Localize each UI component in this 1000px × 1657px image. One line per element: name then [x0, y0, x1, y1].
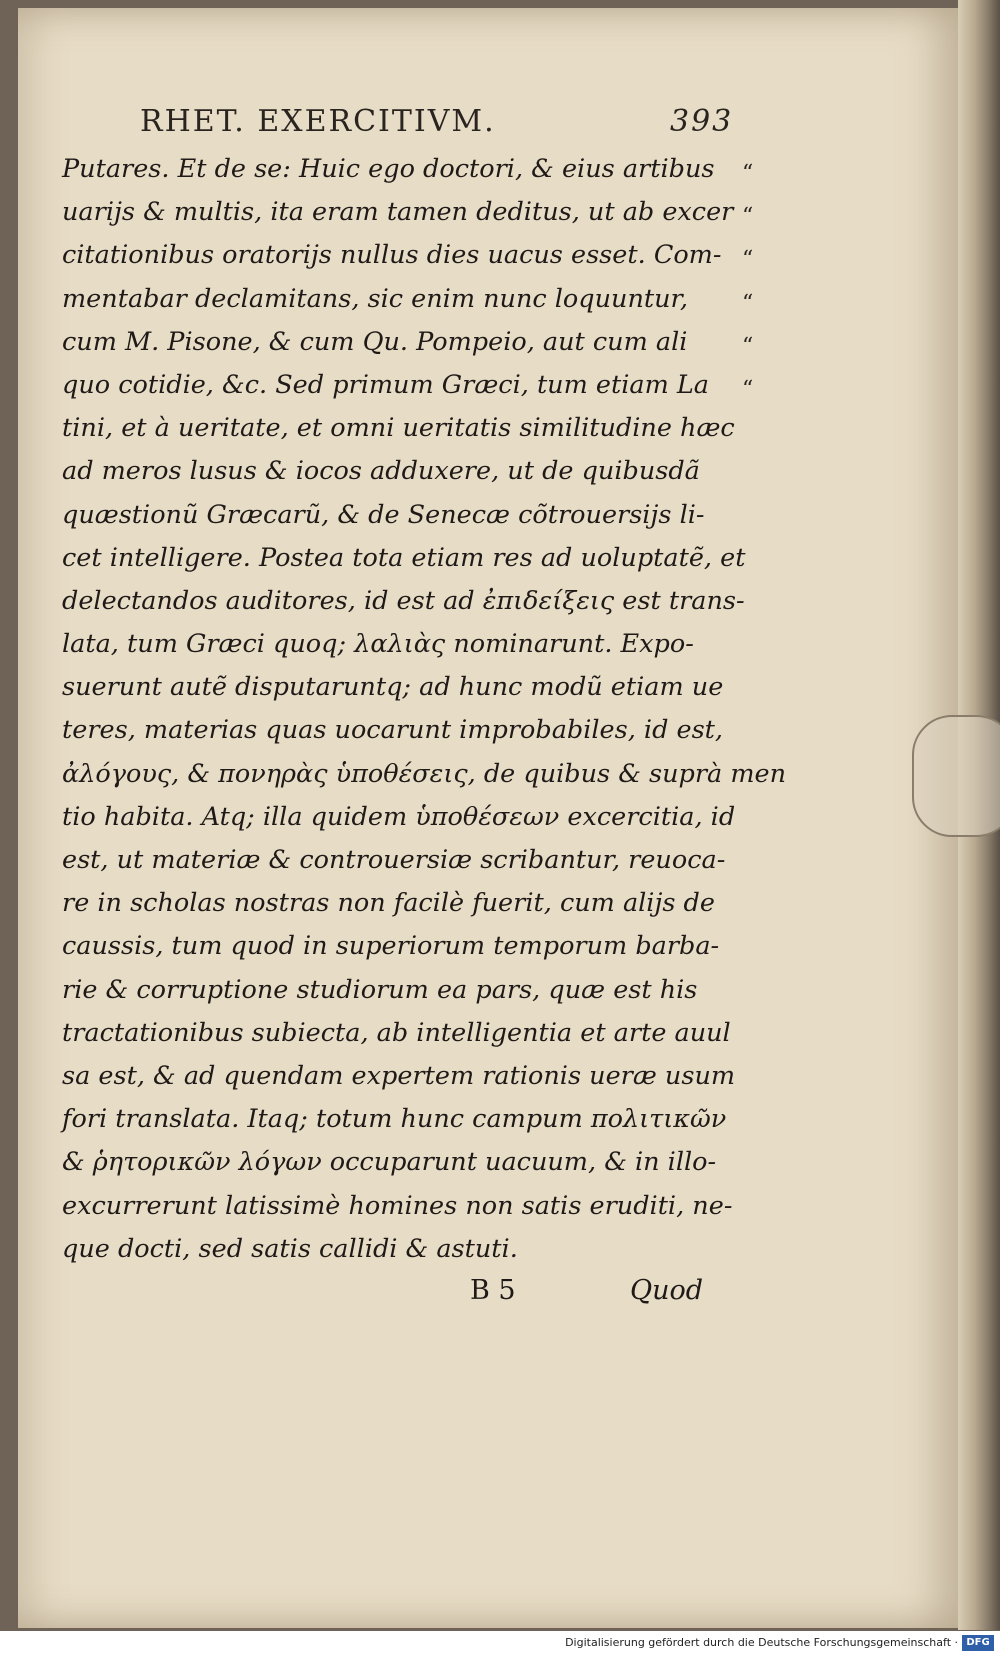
quote-mark: “ [742, 333, 754, 359]
text-line: tractationibus subiecta, ab intelligentia et arte auul [62, 1017, 731, 1048]
signature-mark: B 5 [470, 1275, 516, 1306]
quote-mark: “ [742, 161, 754, 186]
body-text [62, 148, 787, 1271]
quote-mark: “ [742, 377, 754, 403]
dfg-logo: DFG [962, 1635, 994, 1651]
running-header [140, 104, 740, 144]
page-clip [912, 715, 1000, 837]
text-line: quo cotidie, &c. Sed primum Græci, tum etiam La [62, 369, 710, 400]
quote-mark: “ [742, 247, 754, 273]
text-line: rie & corruptione studiorum ea pars, quæ est his [62, 974, 698, 1005]
text-line: cum M. Pisone, & cum Qu. Pompeio, aut cum ali [62, 326, 688, 357]
text-line: delectandos auditores, id est ad ἐπιδείξεις est trans- [62, 585, 745, 616]
quote-mark: “ [742, 290, 754, 316]
text-line: re in scholas nostras non facilè fuerit, cum alijs de [62, 888, 715, 919]
catchline [470, 1275, 730, 1319]
text-line: est, ut materiæ & controuersiæ scribantur, reuoca- [62, 845, 726, 875]
catchword: Quod [630, 1275, 704, 1306]
text-line: lata, tum Græci quoq; λαλιὰς nominarunt. Expo- [62, 629, 694, 660]
text-line: uarijs & multis, ita eram tamen deditus, ut ab excer [62, 197, 734, 228]
text-line: caussis, tum quod in superiorum temporum barba- [62, 931, 720, 962]
text-line: citationibus oratorijs nullus dies uacus esset. Com- [62, 240, 722, 271]
text-line: tini, et à ueritate, et omni ueritatis similitudine hæc [62, 413, 735, 444]
text-line: suerunt autẽ disputaruntq; ad hunc modũ etiam ue [62, 672, 724, 703]
text-line: & ῥητορικῶν λόγων occuparunt uacuum, & in illo- [62, 1147, 717, 1178]
text-line: tio habita. Atq; illa quidem ὑποθέσεων excercitia, id [62, 801, 736, 832]
text-line: teres, materias quas uocarunt improbabiles, id est, [62, 715, 724, 746]
quote-mark: “ [742, 204, 754, 230]
text-line: cet intelligere. Postea tota etiam res ad uoluptatẽ, et [62, 542, 746, 573]
text-line: Putares. Et de se: Huic ego doctori, & eius artibus [62, 154, 715, 184]
running-title: RHET. EXERCITIVM. [140, 104, 496, 139]
text-line: fori translata. Itaq; totum hunc campum πολιτικῶν [62, 1104, 727, 1135]
text-line: quæstionũ Græcarũ, & de Senecæ cõtrouersijs li- [62, 499, 705, 530]
text-line: excurrerunt latissimè homines non satis eruditi, ne- [62, 1190, 733, 1221]
footer-bar [0, 1631, 1000, 1657]
text-line: mentabar declamitans, sic enim nunc loquuntur, [62, 283, 689, 314]
text-line: ad meros lusus & iocos adduxere, ut de quibusdã [62, 456, 700, 487]
text-line: que docti, sed satis callidi & astuti. [62, 1233, 518, 1264]
funding-credit: Digitalisierung gefördert durch die Deutsche Forschungsgemeinschaft · [565, 1636, 958, 1649]
margin-quote-marks [742, 152, 772, 411]
text-line: ἀλόγους, & πονηρὰς ὑποθέσεις, de quibus & suprà men [62, 758, 787, 789]
page-number: 393 [670, 104, 734, 139]
text-line: sa est, & ad quendam expertem rationis ueræ usum [62, 1060, 736, 1091]
